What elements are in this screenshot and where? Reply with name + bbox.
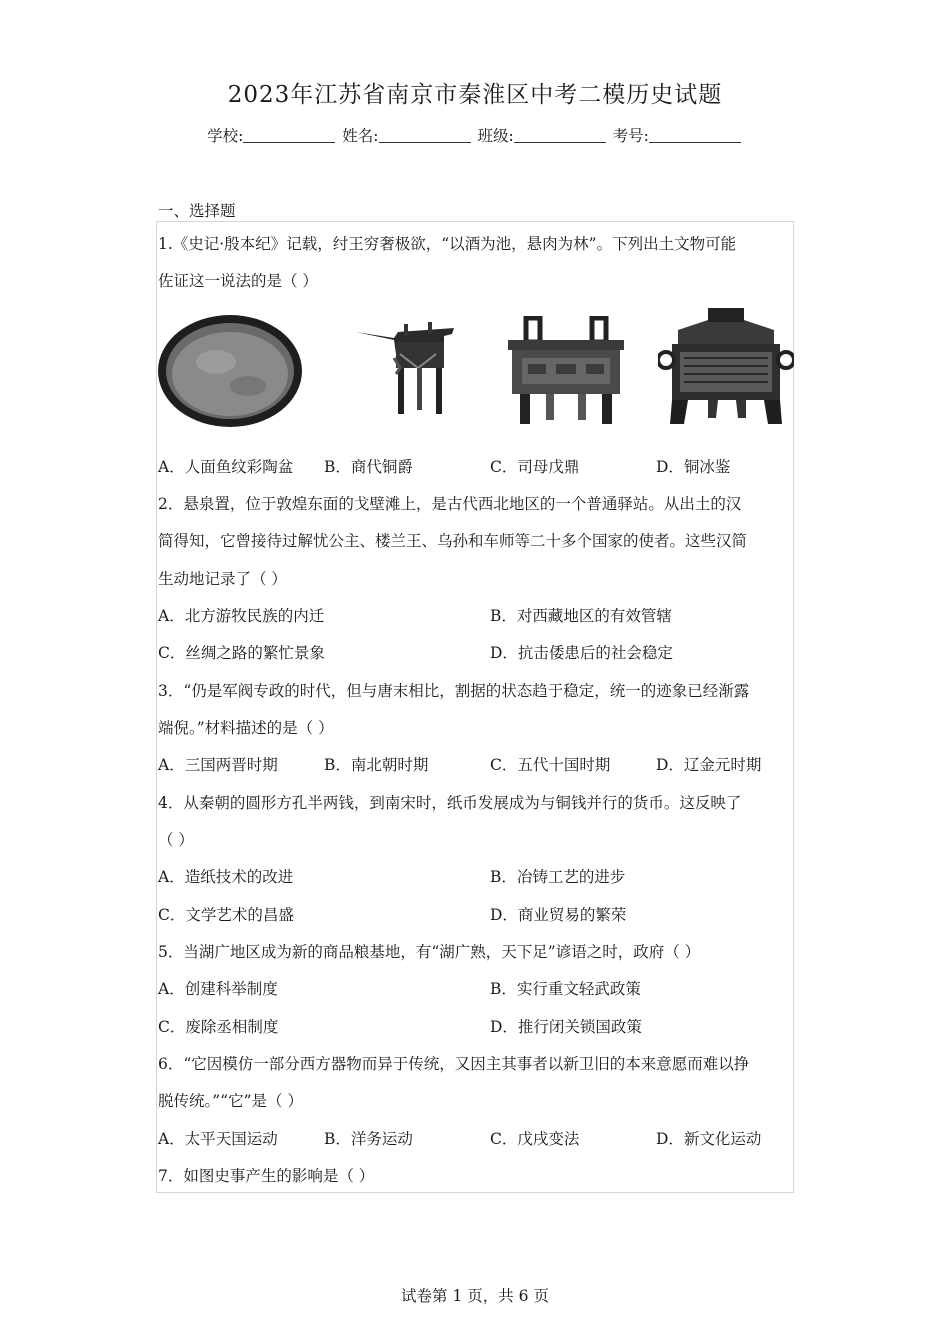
- q1-option-a[interactable]: A．人面鱼纹彩陶盆: [158, 458, 294, 476]
- question-5-line-1: 5．当湖广地区成为新的商品粮基地，有“湖广熟，天下足”谚语之时，政府（ ）: [158, 943, 701, 961]
- exam-number-label: 考号:: [612, 127, 649, 145]
- q5-option-a[interactable]: A．创建科举制度: [158, 980, 278, 998]
- q2-option-a[interactable]: A．北方游牧民族的内迁: [158, 607, 325, 625]
- q5-option-b[interactable]: B．实行重文轻武政策: [490, 980, 641, 998]
- school-blank[interactable]: [243, 126, 335, 143]
- q4-option-c[interactable]: C．文学艺术的昌盛: [158, 906, 294, 924]
- question-1-line-1: 1.《史记·殷本纪》记载，纣王穷奢极欲，“以酒为池，悬肉为林”。下列出土文物可能: [158, 235, 737, 253]
- question-7-line-1: 7．如图史事产生的影响是（ ）: [158, 1167, 375, 1185]
- student-info-row: [0, 124, 950, 146]
- bronze-ice-chest-image: [658, 300, 794, 434]
- q1-option-d[interactable]: D．铜冰鉴: [656, 458, 731, 476]
- class-blank[interactable]: [514, 126, 606, 143]
- question-6-line-1: 6．“它因模仿一部分西方器物而异于传统，又因主其事者以新卫旧的本来意愿而难以挣: [158, 1055, 750, 1073]
- exam-title: 2023年江苏省南京市秦淮区中考二模历史试题: [227, 82, 723, 108]
- bronze-jue-image: [354, 318, 466, 418]
- q1-option-b[interactable]: B．商代铜爵: [324, 458, 413, 476]
- q1-option-c[interactable]: C．司母戊鼎: [490, 458, 580, 476]
- q4-option-a[interactable]: A．造纸技术的改进: [158, 868, 294, 886]
- page-footer: 试卷第 1 页，共 6 页: [401, 1287, 549, 1305]
- class-label: 班级:: [477, 127, 514, 145]
- q3-option-c[interactable]: C．五代十国时期: [490, 756, 611, 774]
- question-1-line-2: 佐证这一说法的是（ ）: [158, 272, 318, 290]
- artifact-images: [156, 300, 794, 438]
- q6-option-d[interactable]: D．新文化运动: [656, 1130, 762, 1148]
- exam-number-blank[interactable]: [649, 126, 741, 143]
- q2-option-c[interactable]: C．丝绸之路的繁忙景象: [158, 644, 325, 662]
- question-2-line-1: 2．悬泉置，位于敦煌东面的戈壁滩上，是古代西北地区的一个普通驿站。从出土的汉: [158, 495, 742, 513]
- pottery-basin-image: [156, 312, 306, 430]
- q4-option-d[interactable]: D．商业贸易的繁荣: [490, 906, 627, 924]
- ding-cauldron-image: [506, 316, 628, 426]
- q4-option-b[interactable]: B．冶铸工艺的进步: [490, 868, 626, 886]
- q3-option-a[interactable]: A．三国两晋时期: [158, 756, 278, 774]
- name-blank[interactable]: [379, 126, 471, 143]
- q6-option-b[interactable]: B．洋务运动: [324, 1130, 413, 1148]
- question-3-line-1: 3．“仍是军阀专政的时代，但与唐末相比，割据的状态趋于稳定，统一的迹象已经渐露: [158, 682, 750, 700]
- q6-option-a[interactable]: A．太平天国运动: [158, 1130, 278, 1148]
- q2-option-b[interactable]: B．对西藏地区的有效管辖: [490, 607, 672, 625]
- q5-option-c[interactable]: C．废除丞相制度: [158, 1018, 279, 1036]
- q3-option-b[interactable]: B．南北朝时期: [324, 756, 429, 774]
- question-6-line-2: 脱传统。”“它”是（ ）: [158, 1092, 303, 1110]
- q2-option-d[interactable]: D．抗击倭患后的社会稳定: [490, 644, 673, 662]
- school-label: 学校:: [207, 127, 244, 145]
- q5-option-d[interactable]: D．推行闭关锁国政策: [490, 1018, 642, 1036]
- q6-option-c[interactable]: C．戊戌变法: [490, 1130, 580, 1148]
- section-heading: 一、选择题: [158, 202, 236, 220]
- q3-option-d[interactable]: D．辽金元时期: [656, 756, 762, 774]
- question-2-line-2: 简得知，它曾接待过解忧公主、楼兰王、乌孙和车师等二十多个国家的使者。这些汉简: [158, 532, 748, 550]
- question-4-line-2: （ ）: [158, 831, 194, 849]
- name-label: 姓名:: [342, 127, 379, 145]
- question-3-line-2: 端倪。”材料描述的是（ ）: [158, 719, 334, 737]
- question-2-line-3: 生动地记录了（ ）: [158, 570, 287, 588]
- question-4-line-1: 4．从秦朝的圆形方孔半两钱，到南宋时，纸币发展成为与铜钱并行的货币。这反映了: [158, 794, 742, 812]
